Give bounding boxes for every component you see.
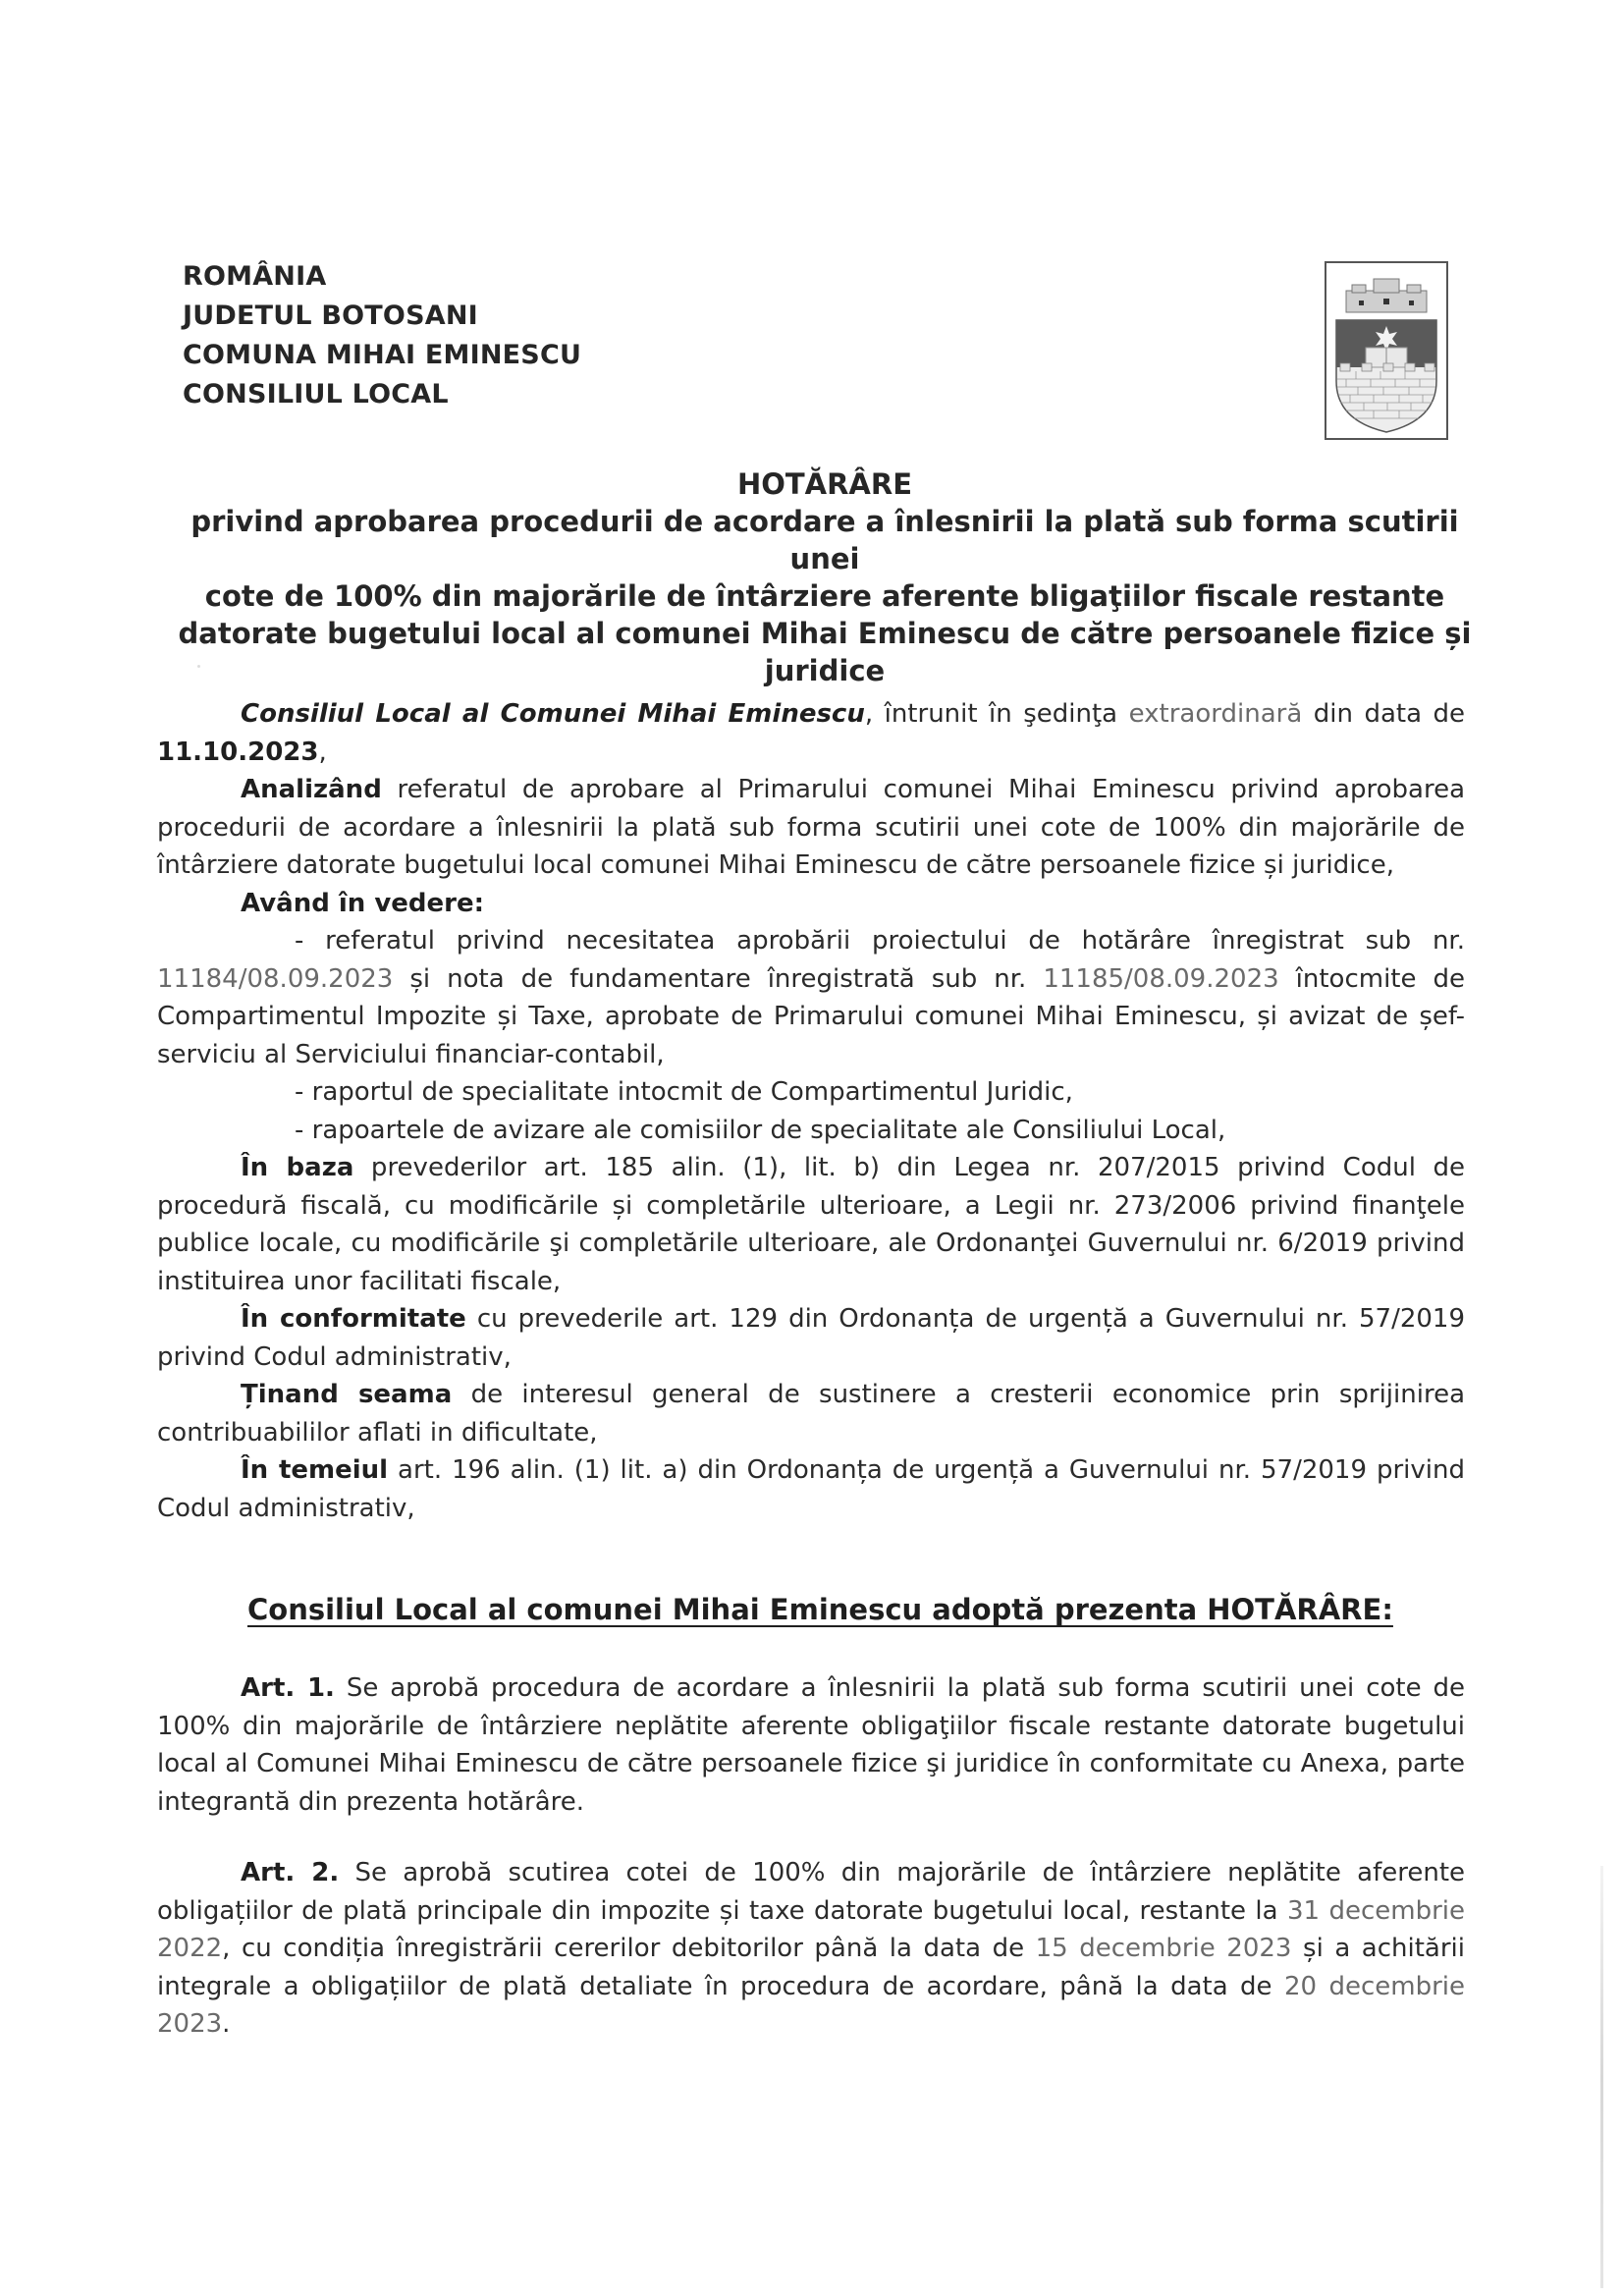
council-name: Consiliul Local al Comunei Mihai Eminescu xyxy=(241,699,865,729)
payment-deadline: 20 decembrie 2023 xyxy=(157,1971,1465,2039)
header-line-country: ROMÂNIA xyxy=(183,261,327,292)
temeiul-label: În temeiul xyxy=(241,1455,389,1485)
avand-label: Având în vedere: xyxy=(241,888,485,918)
scan-edge-line xyxy=(1600,1866,1603,2288)
decision-subtitle-line: datorate bugetului local al comunei Mihai Eminescu de către persoanele fizice și xyxy=(178,617,1472,650)
preamble-in-baza xyxy=(157,1149,1465,1300)
date-end: , xyxy=(318,737,327,767)
preamble-conformitate xyxy=(157,1300,1465,1376)
convened-text: , întrunit în şedinţa xyxy=(864,699,1129,729)
article-label: Art. 1. xyxy=(241,1673,335,1703)
decision-subtitle-line: juridice xyxy=(764,654,886,687)
considered-item-3: - rapoartele de avizare ale comisiilor de specialitate ale Consiliului Local, xyxy=(295,1115,1226,1145)
article-body: și a achitării integrale a obligațiilor de plată detaliate în procedura de acordare, până la data de xyxy=(157,1934,1465,2001)
item-text: - referatul privind necesitatea aprobării proiectului de hotărâre înregistrat sub nr. xyxy=(295,926,1465,956)
header-line-council: CONSILIUL LOCAL xyxy=(183,379,449,410)
article-body: , cu condiția înregistrării cererilor debitorilor până la data de xyxy=(222,1934,1036,1963)
application-deadline: 15 decembrie 2023 xyxy=(1035,1934,1292,1963)
decision-subtitle-line: privind aprobarea procedurii de acordare a înlesnirii la plată sub forma scutirii unei xyxy=(190,505,1459,575)
preamble-analizand xyxy=(157,771,1465,885)
article-body: . xyxy=(222,2009,231,2039)
date-intro: din data de xyxy=(1302,699,1465,729)
tinand-label: Ținand seama xyxy=(241,1380,453,1409)
in-baza-text: prevederilor art. 185 alin. (1), lit. b) din Legea nr. 207/2015 privind Codul de procedură fiscală, cu modificările și completările ulterioare, a Legii nr. 273/2006 privind finanţele publice locale, cu modificările şi completările ulterioare, ale Ordonanţei Guvernului nr. 6/2019 privind instituirea unor facilitati fiscale, xyxy=(157,1153,1465,1296)
in-baza-label: În baza xyxy=(241,1153,354,1182)
temeiul-text: art. 196 alin. (1) lit. a) din Ordonanța de urgență a Guvernului nr. 57/2019 privind Codul administrativ, xyxy=(157,1455,1465,1523)
conformitate-text: cu prevederile art. 129 din Ordonanța de urgență a Guvernului nr. 57/2019 privind Codul administrativ, xyxy=(157,1304,1465,1372)
article-2-text xyxy=(157,1854,1465,2044)
article-1-text xyxy=(157,1669,1465,1821)
session-type: extraordinară xyxy=(1128,699,1303,729)
item-text: întocmite de Compartimentul Impozite și Taxe, aprobate de Primarului comunei Mihai Eminescu, și avizat de șef-serviciu al Serviciului financiar-contabil, xyxy=(157,963,1465,1069)
article-2 xyxy=(157,1854,1465,2044)
item-text: și nota de fundamentare înregistrată sub nr. xyxy=(393,963,1044,994)
preamble-convening xyxy=(157,695,1465,771)
analizand-label: Analizând xyxy=(241,775,382,804)
preamble xyxy=(157,695,1465,1527)
header-line-county: JUDETUL BOTOSANI xyxy=(183,301,478,331)
tinand-text: de interesul general de sustinere a cresterii economice prin sprijinirea contribuabililor aflati in dificultate, xyxy=(157,1380,1465,1448)
adoption-statement: Consiliul Local al comunei Mihai Eminescu adoptă prezenta HOTĂRÂRE: xyxy=(247,1593,1393,1626)
article-body: Se aprobă procedura de acordare a înlesnirii la plată sub forma scutirii unei cote de 100% din majorările de întârziere neplătite aferente obligaţiilor fiscale restante datorate bugetului local al Comunei Mihai Eminescu de către persoanele fizice şi juridice în conformitate cu Anexa, parte integrantă din prezenta hotărâre. xyxy=(157,1673,1465,1817)
decision-subtitle-line: cote de 100% din majorările de întârziere aferente bligaţiilor fiscale restante xyxy=(204,579,1445,613)
article-1 xyxy=(157,1669,1465,1821)
arrears-date: 31 decembrie 2022 xyxy=(157,1895,1465,1963)
preamble-tinand-seama xyxy=(157,1376,1465,1451)
considered-item-1 xyxy=(157,922,1465,1073)
article-body: Se aprobă scutirea cotei de 100% din majorările de întârziere neplătite aferente obligațiilor de plată principale din impozite și taxe datorate bugetului local, restante la xyxy=(157,1858,1466,1926)
analizand-text: referatul de aprobare al Primarului comunei Mihai Eminescu privind aprobarea procedurii de acordare a înlesnirii la plată sub forma scutirii unei cote de 100% din majorările de întârziere datorate bugetului local comunei Mihai Eminescu de către persoanele fizice și juridice, xyxy=(157,775,1465,880)
conformitate-label: În conformitate xyxy=(241,1304,466,1334)
issuer-header xyxy=(183,257,581,414)
decision-title xyxy=(157,465,1492,689)
decision-heading: HOTĂRÂRE xyxy=(736,467,913,501)
considered-item-2: - raportul de specialitate intocmit de Compartimentul Juridic, xyxy=(295,1077,1073,1107)
coat-of-arms-icon xyxy=(1325,261,1448,440)
avand-in-vedere-label xyxy=(157,885,1465,923)
registration-number-2: 11185/08.09.2023 xyxy=(1043,963,1279,994)
header-line-commune: COMUNA MIHAI EMINESCU xyxy=(183,340,582,370)
article-label: Art. 2. xyxy=(241,1858,340,1887)
registration-number-1: 11184/08.09.2023 xyxy=(157,963,394,994)
session-date: 11.10.2023 xyxy=(157,737,319,767)
scan-speck xyxy=(197,665,200,668)
preamble-temeiul xyxy=(157,1451,1465,1527)
